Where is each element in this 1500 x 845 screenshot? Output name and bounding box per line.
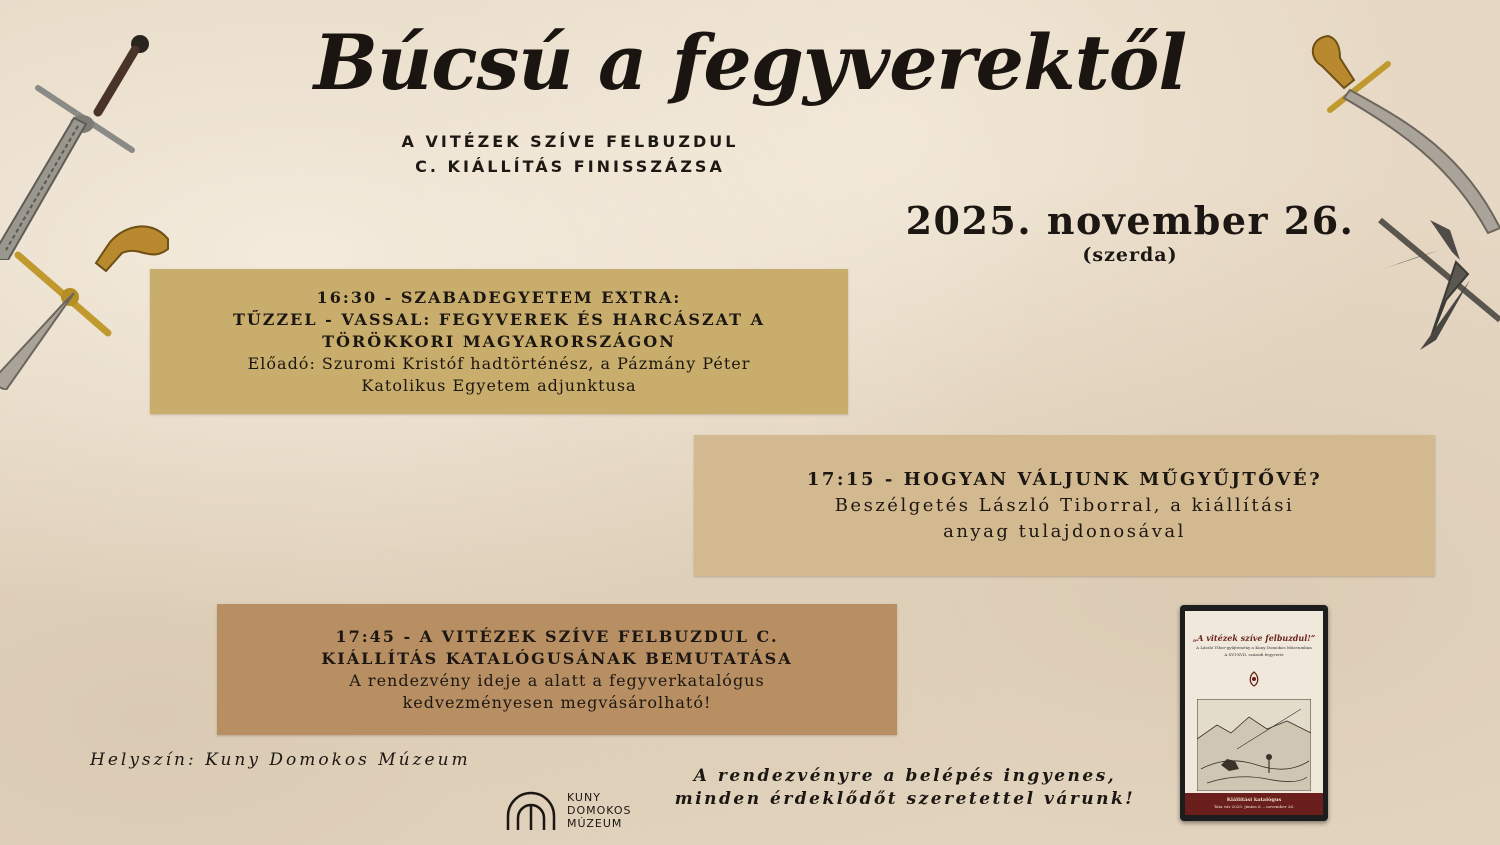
- exhibition-subtitle-line2: C. KIÁLLÍTÁS FINISSZÁZSA: [415, 157, 725, 176]
- program-2-description-line: anyag tulajdonosával: [943, 520, 1186, 542]
- program-3-description-line: A rendezvény ideje a alatt a fegyverkatalógus: [349, 670, 765, 690]
- catalog-subtitle-line: A XVI-XVII. századi fegyverei: [1224, 652, 1284, 657]
- free-entry-line: minden érdeklődőt szeretettel várunk!: [674, 789, 1136, 809]
- catalog-tablet: [1180, 605, 1328, 821]
- program-1-title-line: TŰZZEL - VASSAL: FEGYVEREK ÉS HARCÁSZAT A: [232, 309, 766, 329]
- museum-logo-line: DOMOKOS: [567, 803, 632, 817]
- catalog-cover: [1185, 611, 1323, 815]
- venue-text: Helyszín: Kuny Domokos Múzeum: [90, 750, 471, 770]
- catalog-emblem-icon: [1247, 671, 1261, 687]
- program-card-1: [150, 269, 848, 414]
- program-1-description-line: Katolikus Egyetem adjunktusa: [361, 375, 637, 395]
- catalog-footer: [1185, 793, 1323, 815]
- program-1-description-line: Előadó: Szuromi Kristóf hadtörténész, a Pázmány Péter: [247, 353, 751, 373]
- program-2-description-line: Beszélgetés László Tiborral, a kiállítási: [834, 494, 1295, 516]
- free-entry-line: A rendezvényre a belépés ingyenes,: [693, 766, 1117, 786]
- catalog-engraving-icon: [1197, 699, 1311, 791]
- exhibition-subtitle-line1: A VITÉZEK SZÍVE FELBUZDUL: [401, 132, 739, 151]
- catalog-footer-subtitle: Tata vár 2025. június 6. – november 26.: [1213, 804, 1295, 809]
- program-3-title-line: KIÁLLÍTÁS KATALÓGUSÁNAK BEMUTATÁSA: [321, 648, 793, 668]
- catalog-footer-title: Kiállítási katalógus: [1226, 797, 1282, 803]
- program-3-title-line: 17:45 - A VITÉZEK SZÍVE FELBUZDUL C.: [335, 626, 779, 646]
- program-1-title-line: TÖRÖKKORI MAGYARORSZÁGON: [322, 331, 676, 351]
- arch-logo-icon: [505, 790, 557, 830]
- museum-logo-line: KUNY: [567, 790, 601, 804]
- museum-logo-line: MÚZEUM: [567, 816, 623, 830]
- museum-logo: [505, 785, 645, 835]
- page-title: Búcsú a fegyverektől: [313, 18, 1187, 107]
- catalog-subtitle-line: A László Tibor-gyűjtemény a Kuny Domokos Múzeumban: [1196, 645, 1312, 650]
- catalog-title: „A vitézek szíve felbuzdul!”: [1192, 633, 1316, 643]
- halberd-icon: [1360, 190, 1500, 350]
- program-3-description-line: kedvezményesen megvásárolható!: [402, 692, 712, 712]
- free-entry-notice: [655, 765, 1155, 811]
- program-card-2: [694, 435, 1435, 576]
- event-weekday: (szerda): [1082, 244, 1178, 266]
- program-2-title-line: 17:15 - HOGYAN VÁLJUNK MŰGYŰJTŐVÉ?: [806, 468, 1323, 490]
- program-card-3: [217, 604, 897, 735]
- saber-icon: [0, 215, 175, 390]
- program-1-title-line: 16:30 - SZABADEGYETEM EXTRA:: [316, 287, 682, 307]
- event-date: 2025. november 26.: [905, 198, 1355, 243]
